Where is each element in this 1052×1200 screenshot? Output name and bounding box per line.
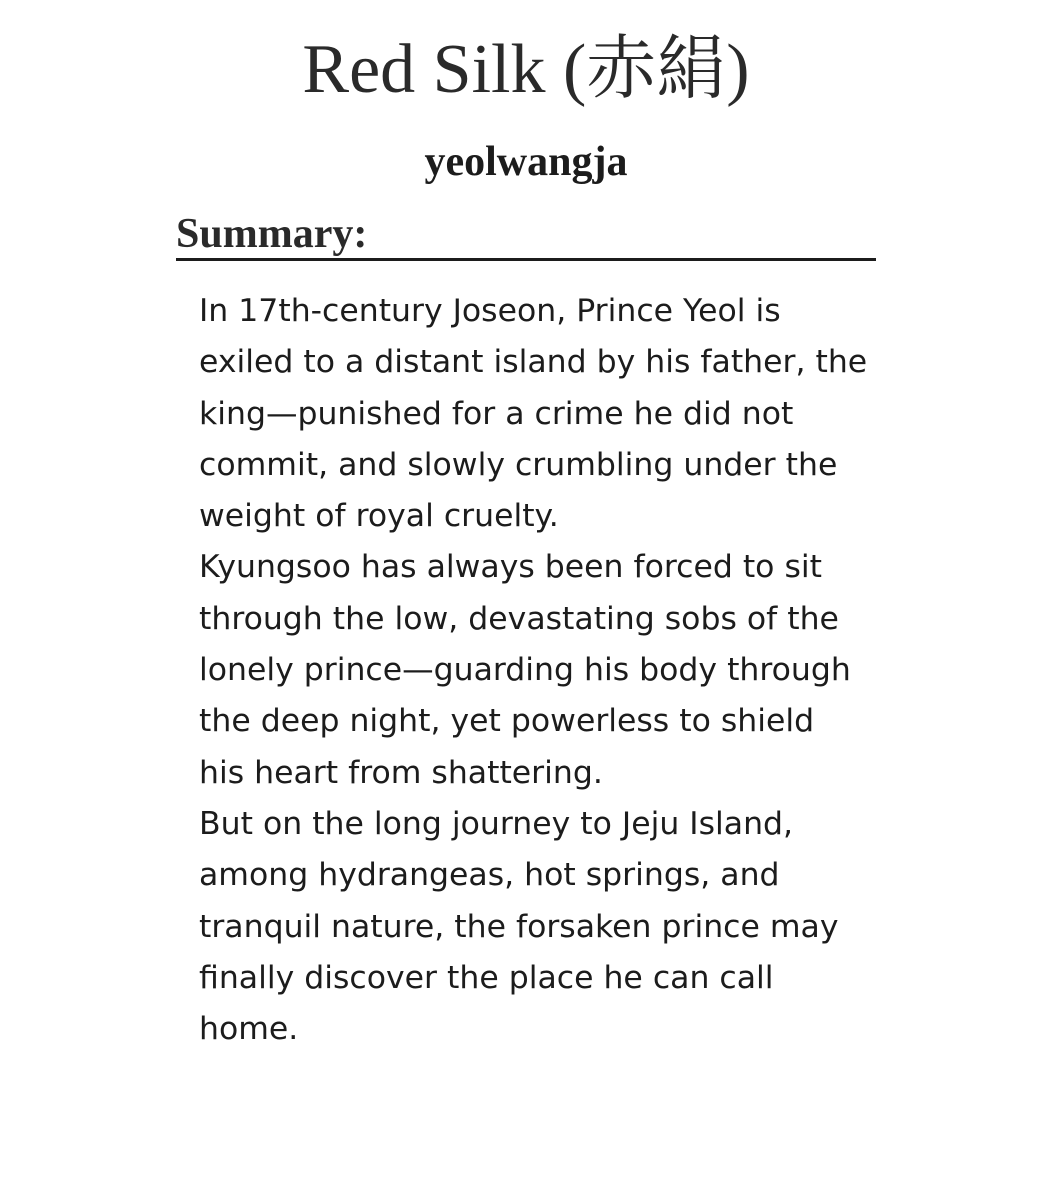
summary-paragraph: But on the long journey to Jeju Island, among hydrangeas, hot springs, and tranquil nature, the forsaken prince may finally discover the place he can call home. <box>199 805 839 1048</box>
work-author[interactable]: yeolwangja <box>424 139 628 185</box>
summary-body <box>199 286 869 1055</box>
summary-paragraph: In 17th-century Joseon, Prince Yeol is exiled to a distant island by his father, the king—punished for a crime he did not commit, and slowly crumbling under the weight of royal cruelty. <box>199 293 868 535</box>
work-title: Red Silk (赤絹) <box>302 31 750 108</box>
summary-paragraph: Kyungsoo has always been forced to sit through the low, devastating sobs of the lonely prince—guarding his body through the deep night, yet powerless to shield his heart from shattering. <box>199 549 851 791</box>
summary-heading: Summary: <box>176 208 876 261</box>
